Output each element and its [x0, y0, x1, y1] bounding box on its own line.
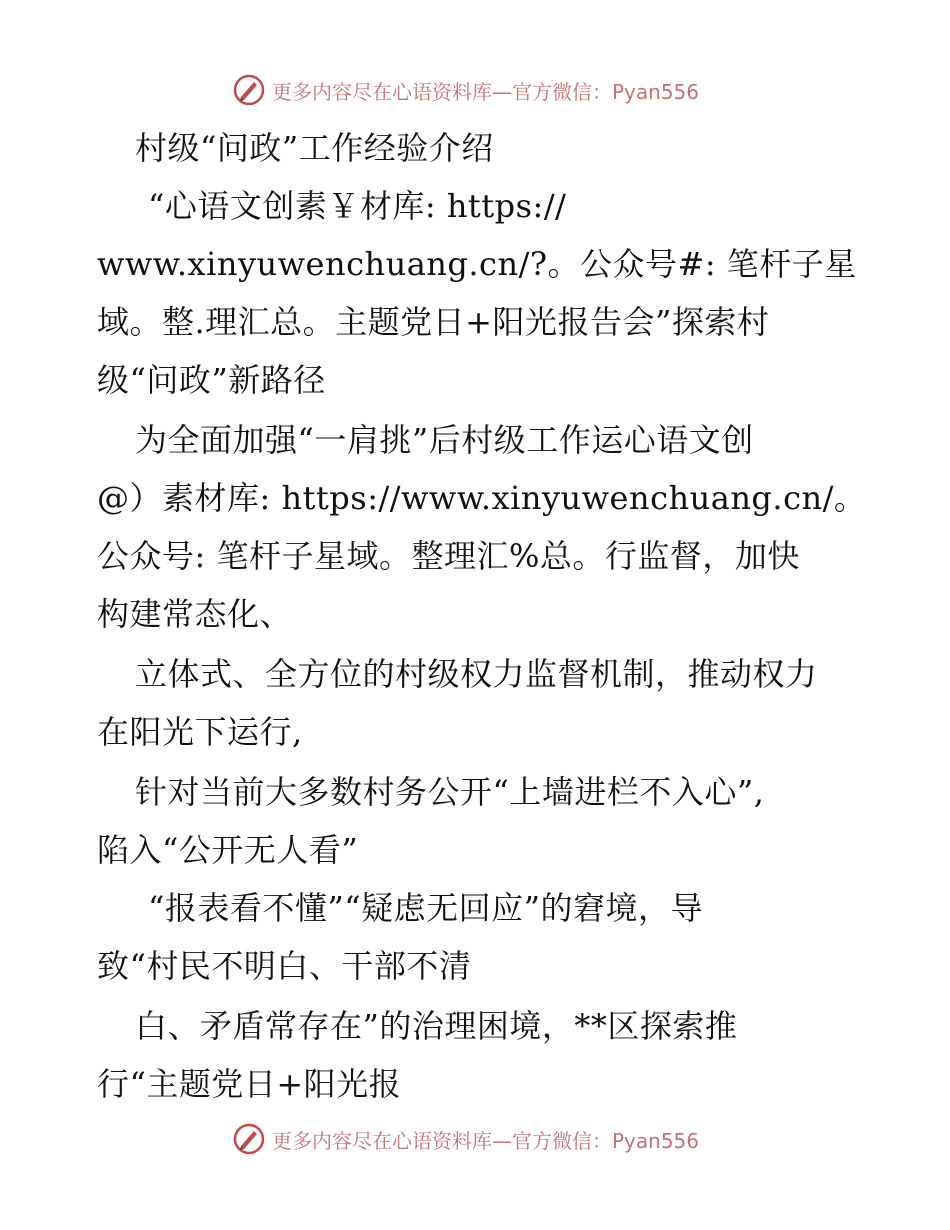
document-title: 村级“问政”工作经验介绍 — [135, 129, 494, 167]
paragraph-line: 行“主题党日+阳光报 — [97, 1065, 402, 1103]
paragraph-line: 域。整.理汇总。主题党日+阳光报告会”探索村 — [97, 303, 770, 341]
watermark-footer — [232, 1121, 752, 1157]
paragraph-line: 公众号: 笔杆子星域。整理汇%总。行监督，加快 — [97, 537, 800, 575]
pen-logo-icon — [232, 1122, 266, 1156]
watermark-text: 更多内容尽在心语资料库—官方微信：Pyan556 — [272, 1128, 700, 1153]
paragraph-line: “报表看不懂”“疑虑无回应”的窘境，导 — [148, 889, 703, 927]
paragraph-line: 致“村民不明白、干部不清 — [97, 947, 472, 985]
paragraph-line: 在阳光下运行, — [97, 713, 303, 751]
paragraph-line: @）素材库: https://www.xinyuwenchuang.cn/。 — [97, 479, 867, 517]
paragraph-line: 为全面加强“一肩挑”后村级工作运心语文创 — [135, 421, 754, 459]
paragraph-line: 陷入“公开无人看” — [97, 831, 359, 869]
paragraph-line: 白、矛盾常存在”的治理困境，**区探索推 — [135, 1007, 738, 1045]
paragraph-line: 级“问政”新路径 — [97, 361, 326, 399]
watermark-text: 更多内容尽在心语资料库—官方微信：Pyan556 — [272, 79, 700, 104]
paragraph-line: 构建常态化、 — [97, 595, 293, 633]
paragraph-line: 立体式、全方位的村级权力监督机制，推动权力 — [135, 655, 818, 693]
paragraph-line: 针对当前大多数村务公开“上墙进栏不入心”, — [135, 773, 765, 811]
paragraph-line: “心语文创素￥材库: https:// — [148, 187, 567, 225]
paragraph-line: www.xinyuwenchuang.cn/?。公众号#: 笔杆子星 — [97, 245, 857, 283]
